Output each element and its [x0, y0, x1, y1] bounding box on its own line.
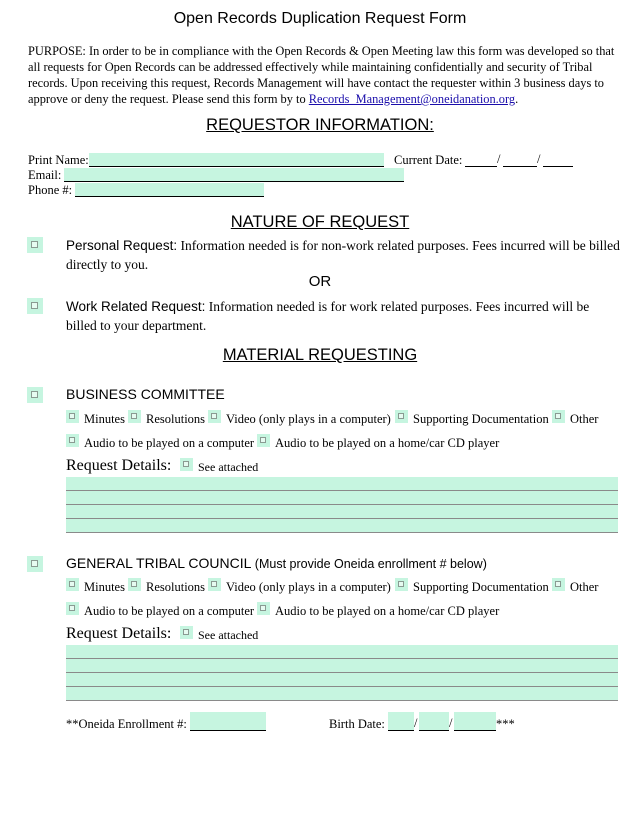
work-request-checkbox[interactable]	[27, 298, 43, 314]
bc-video-label: Video (only plays in a computer)	[226, 412, 391, 426]
phone-label: Phone #:	[28, 183, 73, 197]
page-title: Open Records Duplication Request Form	[173, 10, 467, 27]
email-field[interactable]	[64, 168, 404, 182]
requestor-heading: REQUESTOR INFORMATION:	[206, 116, 434, 134]
gtc-note: (Must provide Oneida enrollment # below)	[254, 557, 487, 571]
current-date-day[interactable]	[503, 153, 537, 167]
gtc-supporting-label: Supporting Documentation	[413, 580, 549, 594]
current-date-year[interactable]	[543, 153, 573, 167]
work-request-label: Work Related Request:	[66, 299, 206, 314]
enrollment-label: **Oneida Enrollment #:	[66, 717, 187, 731]
purpose-paragraph: PURPOSE: In order to be in compliance with the Open Records & Open Meeting law this form was developed so that all requests for Open Records can be addressed effectively while maintaining confidentially and security of Tribal records. Upon receiving this request, Records Management will have contact the requester within 3 business days to approve or deny the request. Please send this form by to Records_Management@oneidanation.org.	[28, 44, 615, 106]
birth-date-suffix: ***	[496, 717, 515, 731]
gtc-supporting-checkbox[interactable]	[395, 578, 408, 591]
work-request-text: Work Related Request: Information needed is for work related purposes. Fees incurred will be billed to your department.	[66, 299, 590, 333]
gtc-see-attached-label: See attached	[198, 628, 259, 642]
bc-request-details-field[interactable]	[66, 477, 618, 533]
gtc-minutes-checkbox[interactable]	[66, 578, 79, 591]
print-name-label: Print Name:	[28, 153, 89, 167]
bc-see-attached-label: See attached	[198, 460, 259, 474]
gtc-resolutions-label: Resolutions	[146, 580, 206, 594]
email-link[interactable]: Records_Management@oneidanation.org	[308, 92, 516, 106]
purpose-text: PURPOSE: In order to be in compliance with the Open Records & Open Meeting law this form was developed so that all requests for Open Records can be addressed effectively while maintaining confidentially and security of Tribal records. Upon receiving this request, Records Management will have contact the requester within 3 business days to approve or deny the request. Please send this form by to	[28, 44, 615, 106]
gtc-video-checkbox[interactable]	[208, 578, 221, 591]
business-committee-checkbox[interactable]	[27, 387, 43, 403]
personal-request-checkbox[interactable]	[27, 237, 43, 253]
birth-date-year[interactable]	[454, 712, 496, 731]
personal-request-text: Personal Request: Information needed is for non-work related purposes. Fees incurred will be billed directly to you.	[66, 238, 620, 272]
print-name-field[interactable]	[89, 153, 384, 167]
gtc-audio-computer-label: Audio to be played on a computer	[84, 604, 255, 618]
gtc-label: GENERAL TRIBAL COUNCIL	[66, 555, 251, 571]
personal-request-label: Personal Request:	[66, 238, 178, 253]
gtc-audio-cd-label: Audio to be played on a home/car CD player	[275, 604, 500, 618]
bc-other-checkbox[interactable]	[552, 410, 565, 423]
bc-audio-computer-label: Audio to be played on a computer	[84, 436, 255, 450]
gtc-other-checkbox[interactable]	[552, 578, 565, 591]
bc-other-label: Other	[570, 412, 599, 426]
bc-resolutions-checkbox[interactable]	[128, 410, 141, 423]
bc-video-checkbox[interactable]	[208, 410, 221, 423]
birth-date-day[interactable]	[419, 712, 449, 731]
enrollment-field[interactable]	[190, 712, 266, 731]
birth-date-label: Birth Date:	[329, 717, 385, 731]
birth-date-month[interactable]	[388, 712, 414, 731]
gtc-see-attached-checkbox[interactable]	[180, 626, 193, 639]
gtc-audio-computer-checkbox[interactable]	[66, 602, 79, 615]
gtc-request-details-label: Request Details:	[66, 625, 172, 642]
gtc-resolutions-checkbox[interactable]	[128, 578, 141, 591]
bc-audio-cd-checkbox[interactable]	[257, 434, 270, 447]
email-label: Email:	[28, 168, 62, 182]
or-separator: OR	[308, 273, 332, 290]
bc-minutes-label: Minutes	[84, 412, 125, 426]
bc-supporting-label: Supporting Documentation	[413, 412, 549, 426]
phone-field[interactable]	[75, 183, 264, 197]
gtc-heading	[66, 555, 487, 571]
current-date-month[interactable]	[465, 153, 497, 167]
bc-audio-cd-label: Audio to be played on a home/car CD player	[275, 436, 500, 450]
bc-audio-computer-checkbox[interactable]	[66, 434, 79, 447]
gtc-video-label: Video (only plays in a computer)	[226, 580, 391, 594]
gtc-audio-cd-checkbox[interactable]	[257, 602, 270, 615]
bc-see-attached-checkbox[interactable]	[180, 458, 193, 471]
bc-minutes-checkbox[interactable]	[66, 410, 79, 423]
nature-heading: NATURE OF REQUEST	[230, 213, 410, 231]
bc-request-details-label: Request Details:	[66, 457, 172, 474]
current-date-label: Current Date:	[394, 153, 463, 167]
gtc-minutes-label: Minutes	[84, 580, 125, 594]
gtc-request-details-field[interactable]	[66, 645, 618, 701]
gtc-other-label: Other	[570, 580, 599, 594]
business-committee-label: BUSINESS COMMITTEE	[66, 386, 225, 402]
bc-resolutions-label: Resolutions	[146, 412, 206, 426]
bc-supporting-checkbox[interactable]	[395, 410, 408, 423]
material-heading: MATERIAL REQUESTING	[222, 346, 418, 364]
gtc-checkbox[interactable]	[27, 556, 43, 572]
